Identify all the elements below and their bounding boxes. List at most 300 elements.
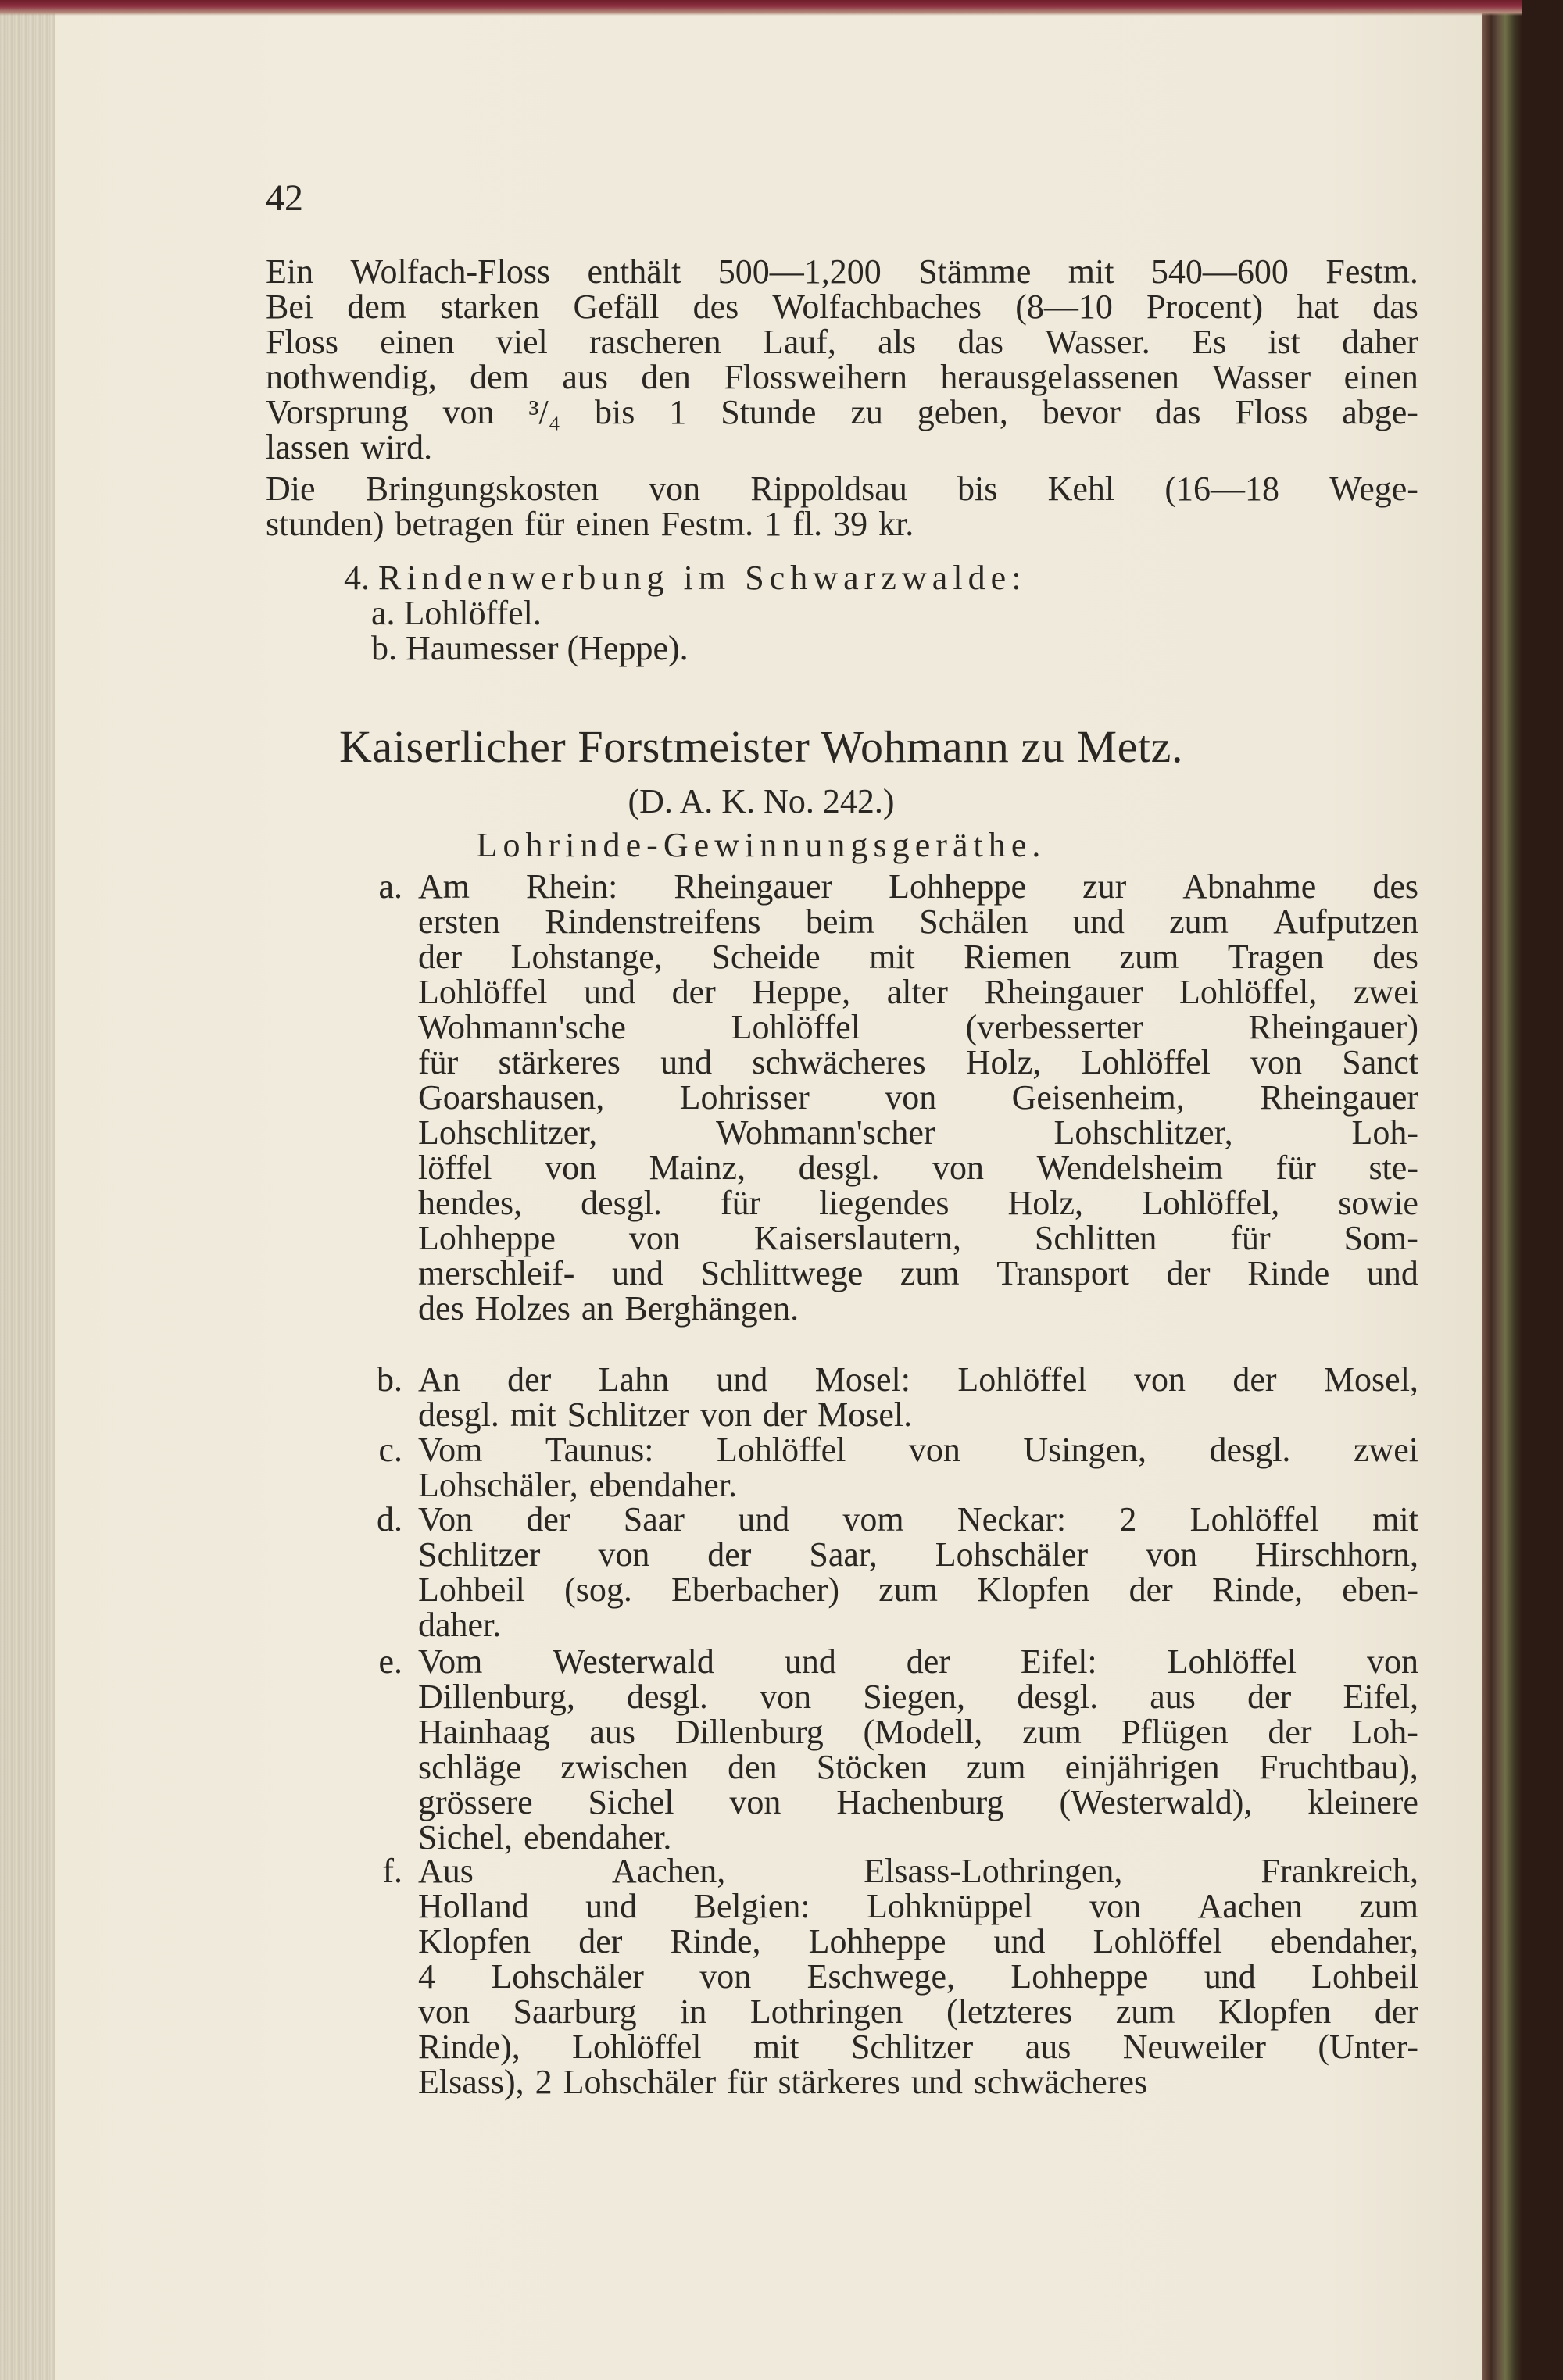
word: und: [738, 1500, 790, 1538]
item-4-number: 4.: [344, 559, 370, 597]
word: (Westerwald),: [1059, 1783, 1253, 1821]
word: und: [993, 1922, 1046, 1960]
paragraph-bringungskosten: [266, 471, 1418, 541]
word: Taunus:: [545, 1431, 654, 1469]
word: und: [585, 1887, 638, 1925]
word: der: [1268, 1713, 1312, 1751]
text-line: [418, 1220, 1418, 1256]
word: von: [1089, 1887, 1142, 1925]
text-line: [418, 1924, 1418, 1959]
word: Vorsprung: [266, 393, 409, 431]
word: Sichel: [588, 1783, 674, 1821]
word: Stöcken: [816, 1748, 928, 1786]
text-line: [418, 1679, 1418, 1714]
word: lassen: [266, 428, 350, 466]
word: der: [906, 1642, 950, 1681]
word: viel: [495, 323, 548, 361]
word: Lohschäler,: [418, 1466, 578, 1504]
word: (verbesserter: [965, 1008, 1143, 1046]
word: Lohlöffel,: [1179, 973, 1318, 1011]
word: der: [526, 1500, 570, 1538]
word: Hirschhorn,: [1255, 1535, 1418, 1574]
word: Lohbeil: [418, 1571, 525, 1609]
text-line: [418, 1045, 1418, 1080]
word: nothwendig,: [266, 358, 437, 396]
word: ebendaher.: [523, 1818, 672, 1856]
word: in: [680, 1992, 707, 2031]
word: Sichel,: [418, 1818, 513, 1856]
word: von: [1146, 1535, 1198, 1574]
word: zum: [1169, 902, 1229, 941]
word: Festm.: [1325, 252, 1418, 291]
word: von: [1250, 1043, 1303, 1081]
word: hat: [1297, 288, 1339, 326]
text-line: [418, 869, 1418, 904]
word: von: [760, 1678, 812, 1716]
word: Rippoldsau: [750, 470, 907, 508]
section-heading: Kaiserlicher Forstmeister Wohmann zu Metz.: [338, 721, 1184, 772]
word: (Modell,: [863, 1713, 983, 1751]
word: Lohschäler: [563, 2063, 717, 2101]
text-line: [418, 1256, 1418, 1291]
word: daher: [1342, 323, 1418, 361]
word: 1: [669, 393, 687, 431]
word: aus: [589, 1713, 636, 1751]
word: daher.: [418, 1606, 502, 1644]
word: des: [418, 1289, 464, 1328]
word: von: [628, 1219, 681, 1257]
word: Kaiserslautern,: [753, 1219, 961, 1257]
word: Ein: [266, 252, 314, 291]
text-line: [418, 1785, 1418, 1820]
word: 39: [833, 505, 868, 543]
text-line: [418, 939, 1418, 974]
word: der: [1374, 1992, 1418, 2031]
text-line: [266, 324, 1418, 359]
word: das: [957, 323, 1003, 361]
word: Stämme: [918, 252, 1032, 291]
item-a-text: [418, 869, 1418, 1326]
word: Lohlöffel: [1189, 1500, 1319, 1538]
item-4-title: Rindenwerbung im Schwarzwalde:: [378, 559, 1027, 597]
word: mit: [869, 938, 915, 976]
word: Lohheppe: [418, 1219, 556, 1257]
word: Rinde),: [418, 2028, 520, 2066]
word: Lohschäler: [491, 1957, 644, 1996]
text-line: [418, 1467, 1418, 1503]
word: das: [1154, 393, 1201, 431]
word: von: [1134, 1360, 1186, 1399]
word: ³/₄: [528, 393, 561, 431]
word: Schlitten: [1034, 1219, 1157, 1257]
item-label: c.: [378, 1431, 402, 1469]
word: ist: [1268, 323, 1300, 361]
word: Eifel,: [1343, 1678, 1418, 1716]
word: Frankreich,: [1261, 1852, 1418, 1890]
word: zum: [900, 1254, 960, 1292]
item-c-text: [418, 1432, 1418, 1503]
word: Goarshausen,: [418, 1078, 605, 1117]
word: von: [598, 1535, 650, 1574]
word: von: [908, 1431, 960, 1469]
word: (Unter-: [1318, 2028, 1418, 2066]
word: desgl.: [1017, 1678, 1099, 1716]
word: von: [932, 1149, 985, 1187]
word: Flossweihern: [724, 358, 907, 396]
word: Lohschlitzer,: [418, 1113, 598, 1152]
word: von: [649, 470, 701, 508]
word: Aachen: [1197, 1887, 1303, 1925]
text-line: [418, 1607, 1418, 1642]
word: Rheingauer): [1248, 1008, 1418, 1046]
word: von: [729, 1783, 782, 1821]
word: grössere: [418, 1783, 533, 1821]
word: Rheingauer: [674, 867, 833, 906]
word: Mainz,: [649, 1149, 746, 1187]
word: das: [1372, 288, 1418, 326]
word: Schälen: [919, 902, 1028, 941]
word: aus: [1150, 1678, 1196, 1716]
word: Lohheppe: [808, 1922, 946, 1960]
word: Mosel.: [817, 1395, 913, 1434]
word: zwei: [1353, 1431, 1418, 1469]
text-line: [418, 1820, 1418, 1855]
word: desgl.: [627, 1678, 708, 1716]
word: Lohlöffel: [418, 973, 548, 1011]
word: Belgien:: [693, 1887, 810, 1925]
word: Lohlöffel: [1167, 1642, 1297, 1681]
text-line: [418, 1537, 1418, 1572]
word: Floss: [1235, 393, 1308, 431]
page-edge: [1482, 0, 1522, 2380]
word: Rhein:: [526, 867, 618, 906]
word: Mosel,: [1323, 1360, 1418, 1399]
word: kr.: [878, 505, 914, 543]
word: Rinde,: [1211, 1571, 1304, 1609]
word: einen: [1343, 358, 1418, 396]
word: Siegen,: [863, 1678, 966, 1716]
word: Lohbeil: [1311, 1957, 1418, 1996]
word: Fruchtbau),: [1258, 1748, 1418, 1786]
word: einen: [380, 323, 455, 361]
word: 2: [535, 2063, 553, 2101]
word: mit: [1068, 252, 1114, 291]
text-line: [418, 1185, 1418, 1220]
word: Heppe,: [752, 973, 851, 1011]
word: Saar: [623, 1500, 685, 1538]
word: (16—18: [1164, 470, 1279, 508]
word: rascheren: [589, 323, 721, 361]
word: Lohlöffel,: [1141, 1184, 1280, 1222]
word: zwischen: [560, 1748, 689, 1786]
word: für: [1275, 1149, 1316, 1187]
word: zum: [1359, 1887, 1418, 1925]
word: Holland: [418, 1887, 529, 1925]
word: Klopfen: [418, 1922, 531, 1960]
word: desgl.: [1209, 1431, 1291, 1469]
word: beim: [805, 902, 874, 941]
word: Klopfen: [977, 1571, 1090, 1609]
word: Wege-: [1329, 470, 1418, 508]
word: für: [418, 1043, 459, 1081]
word: Schlitzer: [567, 1395, 689, 1434]
text-line: [418, 1853, 1418, 1889]
word: der: [1232, 1360, 1277, 1399]
word: und: [1366, 1254, 1418, 1292]
word: Lothringen: [749, 1992, 903, 2031]
text-line: [418, 1362, 1418, 1397]
word: dem: [470, 358, 529, 396]
word: Klopfen: [1218, 1992, 1332, 2031]
word: einjährigen: [1064, 1748, 1220, 1786]
word: desgl.: [418, 1395, 499, 1434]
word: schläge: [418, 1748, 521, 1786]
word: liegendes: [819, 1184, 950, 1222]
text-line: [418, 1994, 1418, 2029]
word: für: [524, 505, 565, 543]
word: von: [1366, 1642, 1418, 1681]
word: als: [878, 323, 917, 361]
word: Eschwege,: [807, 1957, 956, 1996]
word: mit: [1372, 1500, 1418, 1538]
word: Neuweiler: [1122, 2028, 1266, 2066]
word: den: [728, 1748, 778, 1786]
word: 2: [1119, 1500, 1137, 1538]
word: Aachen,: [611, 1852, 726, 1890]
word: Lohlöffel: [717, 1431, 846, 1469]
word: Loh-: [1351, 1713, 1418, 1751]
word: Floss: [266, 323, 338, 361]
page-number: 42: [266, 177, 303, 219]
text-line: [418, 1749, 1418, 1785]
word: mit: [753, 2028, 799, 2066]
word: Som-: [1343, 1219, 1418, 1257]
word: Aus: [418, 1852, 474, 1890]
word: einen: [575, 505, 650, 543]
item-4-sub-b: b. Haumesser (Heppe).: [371, 629, 689, 667]
word: bevor: [1042, 393, 1121, 431]
word: Mosel:: [814, 1360, 910, 1399]
word: Scheide: [711, 938, 821, 976]
word: Rheingauer: [984, 973, 1143, 1011]
word: zum: [1119, 938, 1179, 976]
word: Lohschäler: [935, 1535, 1089, 1574]
text-line: [418, 904, 1418, 939]
word: An: [418, 1360, 460, 1399]
word: Lohknüppel: [867, 1887, 1033, 1925]
word: Berghängen.: [624, 1289, 799, 1328]
word: Lohlöffel: [731, 1008, 860, 1046]
word: Eberbacher): [671, 1571, 839, 1609]
word: Wohmann'sche: [418, 1008, 626, 1046]
text-line: [418, 1010, 1418, 1045]
text-line: [418, 2029, 1418, 2064]
word: zwei: [1353, 973, 1418, 1011]
word: Lahn: [598, 1360, 670, 1399]
word: 4: [418, 1957, 435, 1996]
text-line: [266, 506, 1418, 541]
word: Wasser: [1212, 358, 1311, 396]
word: Vom: [418, 1431, 483, 1469]
word: Dillenburg,: [418, 1678, 575, 1716]
word: starken: [440, 288, 540, 326]
word: Es: [1192, 323, 1227, 361]
word: Sanct: [1342, 1043, 1418, 1081]
word: Holzes: [474, 1289, 570, 1328]
word: abge-: [1342, 393, 1418, 431]
word: herausgelassenen: [940, 358, 1179, 396]
word: Lohschlitzer,: [1053, 1113, 1233, 1152]
word: Die: [266, 470, 316, 508]
word: Wendelsheim: [1036, 1149, 1223, 1187]
word: Rheingauer: [1260, 1078, 1418, 1117]
word: bis: [595, 393, 635, 431]
word: und: [716, 1360, 768, 1399]
word: mit: [510, 1395, 556, 1434]
text-line: [266, 471, 1418, 506]
word: von: [545, 1149, 597, 1187]
word: Wolfachbaches: [772, 288, 982, 326]
word: Westerwald: [553, 1642, 714, 1681]
word: schwächeres: [973, 2063, 1148, 2101]
word: Schlitzer: [418, 1535, 541, 1574]
word: von: [418, 1992, 470, 2031]
binding-gutter: [0, 0, 55, 2380]
word: von: [442, 393, 495, 431]
word: und: [910, 2063, 963, 2101]
word: merschleif-: [418, 1254, 575, 1292]
word: Transport: [996, 1254, 1129, 1292]
word: von: [885, 1078, 937, 1117]
word: Dillenburg: [674, 1713, 824, 1751]
word: wird.: [360, 428, 433, 466]
word: bis: [957, 470, 998, 508]
word: Loh-: [1351, 1113, 1418, 1152]
word: stärkeres: [498, 1043, 621, 1081]
word: Bei: [266, 288, 314, 326]
word: eben-: [1342, 1571, 1418, 1609]
item-label: d.: [377, 1500, 402, 1538]
word: Holz,: [965, 1043, 1042, 1081]
word: Rinde: [1247, 1254, 1330, 1292]
word: desgl.: [798, 1149, 880, 1187]
word: ersten: [418, 902, 501, 941]
word: Lohstange,: [510, 938, 663, 976]
word: betragen: [395, 505, 513, 543]
word: Abnahme: [1182, 867, 1317, 906]
text-line: [266, 430, 1418, 465]
word: Lauf,: [762, 323, 836, 361]
word: alter: [886, 973, 948, 1011]
text-line: [418, 1714, 1418, 1749]
word: fl.: [792, 505, 823, 543]
word: Saar,: [809, 1535, 878, 1574]
word: geben,: [917, 393, 1008, 431]
word: Rindenstreifens: [545, 902, 761, 941]
word: Aufputzen: [1273, 902, 1418, 941]
word: der: [578, 1922, 623, 1960]
word: zum: [1022, 1713, 1082, 1751]
item-label: a.: [378, 867, 402, 906]
word: und: [583, 973, 635, 1011]
word: Am: [418, 867, 470, 906]
cover-edge: [0, 0, 1522, 16]
word: Tragen: [1227, 938, 1324, 976]
text-line: [418, 1889, 1418, 1924]
word: Hachenburg: [836, 1783, 1004, 1821]
word: der: [507, 1360, 552, 1399]
word: sowie: [1338, 1184, 1418, 1222]
section-reference: (D. A. K. No. 242.): [628, 782, 895, 820]
word: Bringungskosten: [365, 470, 599, 508]
word: (letzteres: [946, 1992, 1073, 2031]
item-4-heading: [344, 560, 1438, 595]
word: Lohlöffel: [572, 2028, 702, 2066]
word: aus: [1025, 2028, 1071, 2066]
word: (8—10: [1015, 288, 1113, 326]
word: Wasser.: [1045, 323, 1150, 361]
word: 540—600: [1150, 252, 1289, 291]
word: Hainhaag: [418, 1713, 550, 1751]
word: Vom: [418, 1642, 483, 1681]
text-line: [266, 359, 1418, 395]
word: kleinere: [1307, 1783, 1418, 1821]
word: zur: [1082, 867, 1127, 906]
word: Pflügen: [1121, 1713, 1229, 1751]
text-line: [266, 289, 1418, 324]
word: desgl.: [581, 1184, 663, 1222]
word: ebendaher,: [1269, 1922, 1418, 1960]
word: der: [418, 938, 463, 976]
word: stärkeres: [778, 2063, 900, 2101]
word: Schlittwege: [700, 1254, 864, 1292]
text-line: [418, 1502, 1418, 1537]
word: der: [1128, 1571, 1173, 1609]
word: und: [1204, 1957, 1256, 1996]
word: 1: [764, 505, 782, 543]
word: Rinde,: [670, 1922, 761, 1960]
word: enthält: [587, 252, 681, 291]
word: und: [784, 1642, 836, 1681]
text-line: [418, 1572, 1418, 1607]
text-line: [418, 1959, 1418, 1994]
word: dem: [347, 288, 407, 326]
item-label: f.: [382, 1852, 402, 1890]
word: des: [692, 288, 739, 326]
word: Elsass),: [418, 2063, 524, 2101]
word: und: [1072, 902, 1125, 941]
word: löffel: [418, 1149, 492, 1187]
word: Procent): [1146, 288, 1264, 326]
word: hendes,: [418, 1184, 523, 1222]
word: aus: [562, 358, 608, 396]
word: des: [1372, 867, 1418, 906]
word: Lohlöffel: [957, 1360, 1087, 1399]
word: der: [762, 1395, 807, 1434]
word: der: [671, 973, 716, 1011]
word: ste-: [1368, 1149, 1418, 1187]
word: und: [660, 1043, 713, 1081]
word: von: [699, 1395, 752, 1434]
word: an: [581, 1289, 614, 1328]
word: Festm.: [660, 505, 754, 543]
word: schwächeres: [752, 1043, 926, 1081]
word: Wohmann'scher: [716, 1113, 935, 1152]
text-line: [418, 1150, 1418, 1185]
section-subheading: Lohrinde-Gewinnungsgeräthe.: [476, 826, 1046, 864]
word: Neckar:: [957, 1500, 1067, 1538]
item-b-text: [418, 1362, 1418, 1432]
